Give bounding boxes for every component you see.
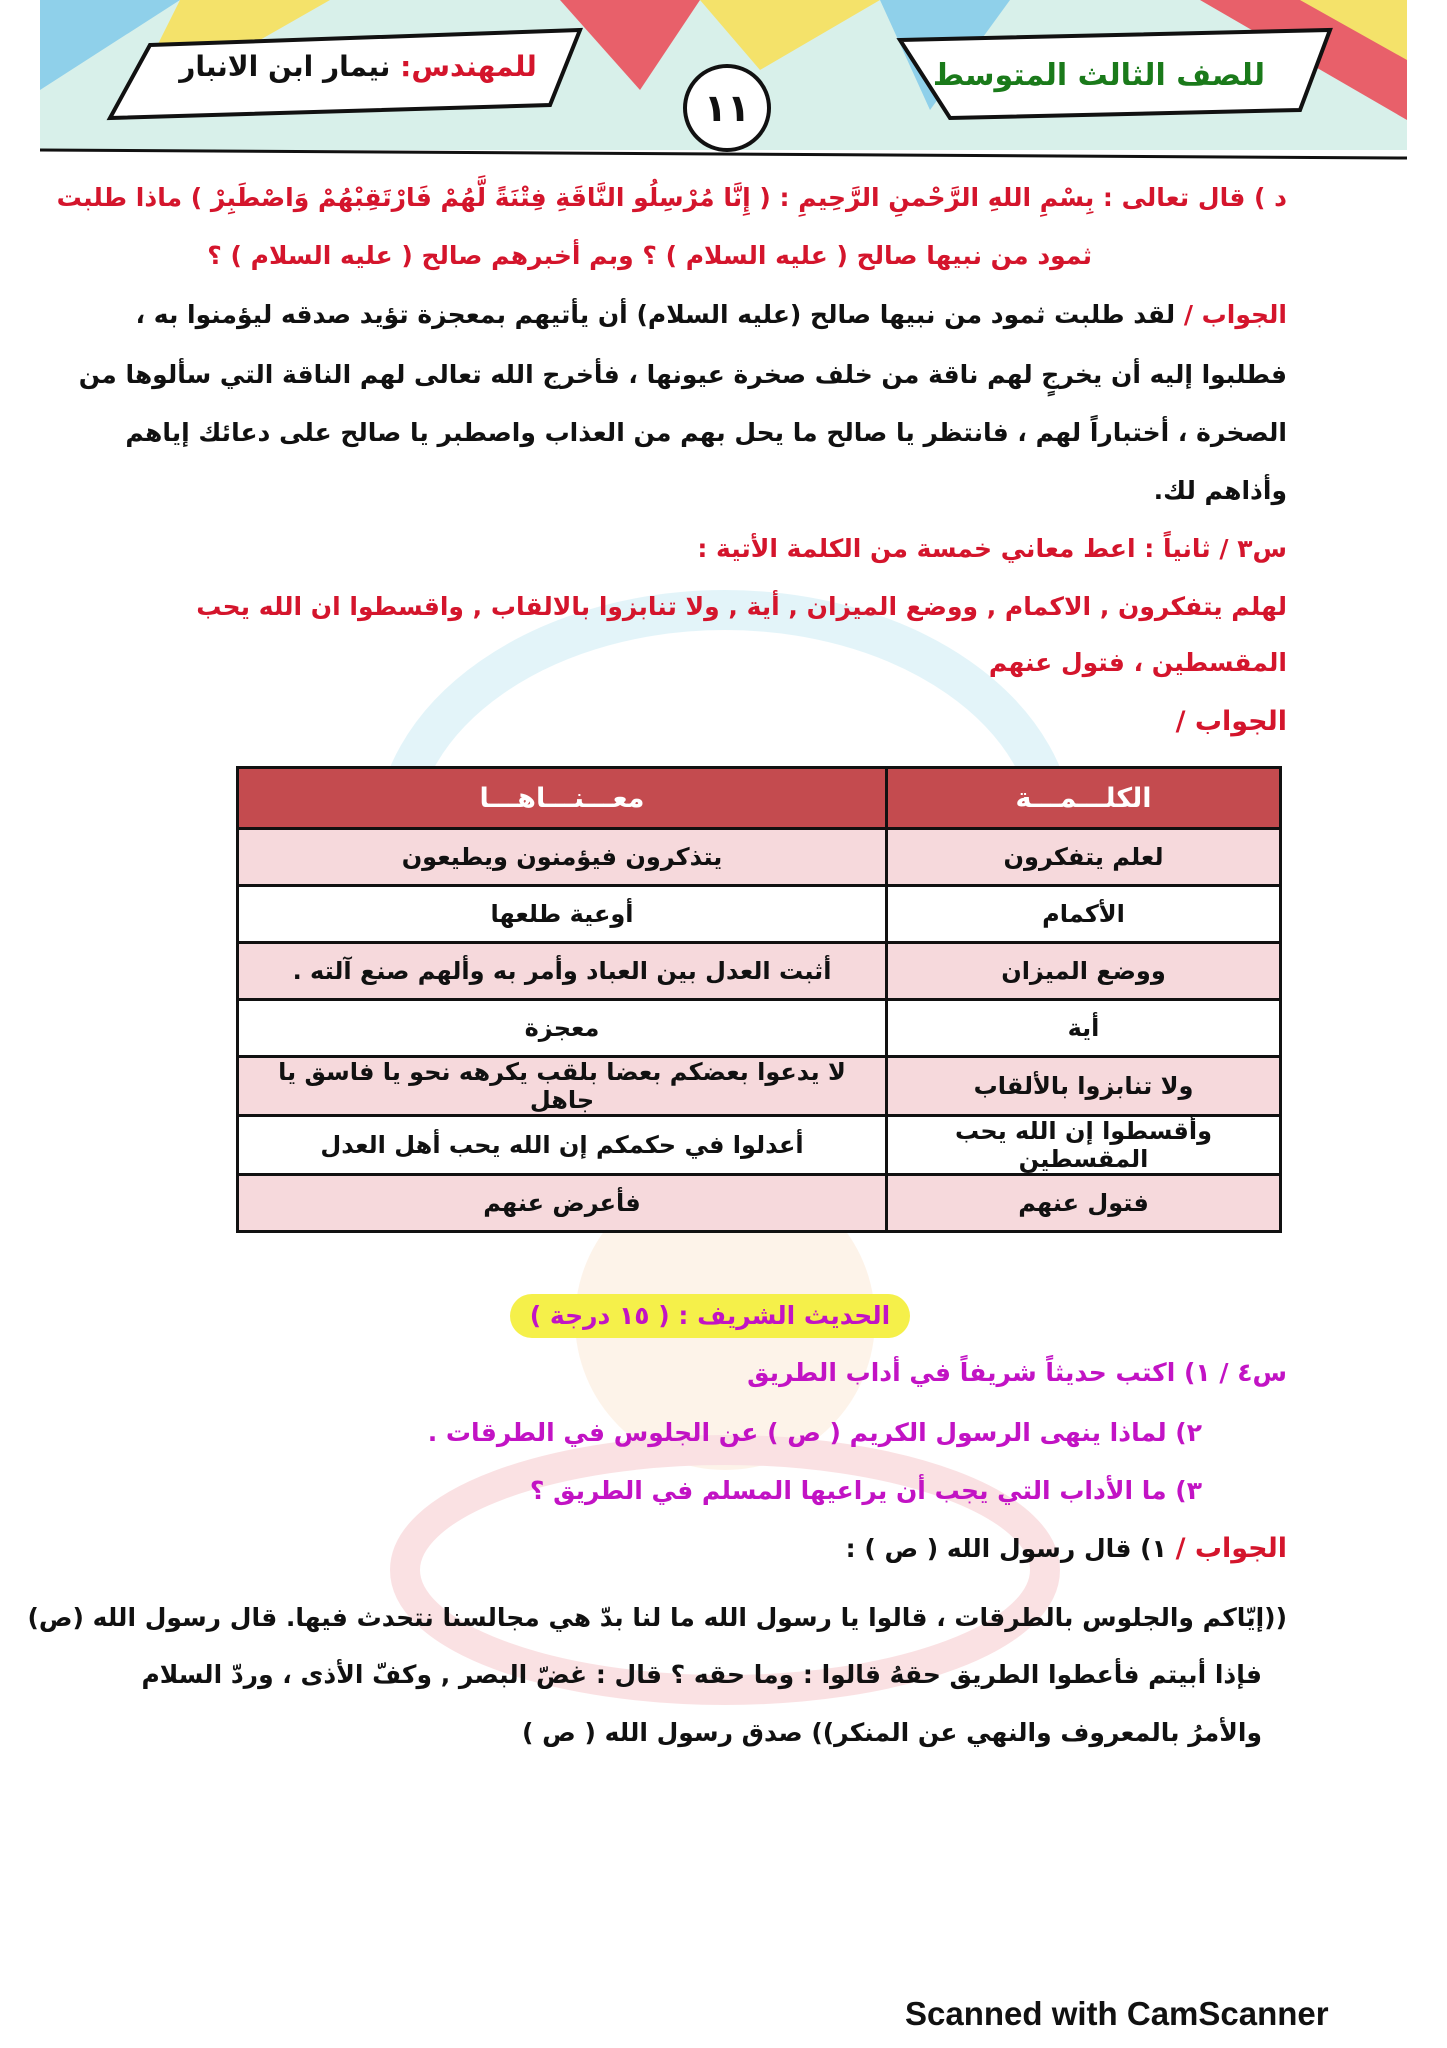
answer-d-line1 (136, 302, 1287, 327)
word-cell: وأقسطوا إن الله يحب المقسطين (887, 1116, 1281, 1175)
author-label: للمهندس: (400, 50, 537, 83)
table-row (238, 886, 1281, 943)
vocabulary-table (236, 766, 1282, 1233)
hadith-answer-intro (846, 1535, 1287, 1562)
table-row (238, 1057, 1281, 1116)
meaning-cell: أعدلوا في حكمكم إن الله يحب أهل العدل (238, 1116, 887, 1175)
answer-d-label: الجواب / (1183, 300, 1287, 329)
table-row (238, 943, 1281, 1000)
hadith-question-3: ٣) ما الأداب التي يجب أن يراعيها المسلم في الطريق ؟ (529, 1476, 1202, 1505)
hadith-text-line1: ((إيّاكم والجلوس بالطرقات ، قالوا يا رسول الله ما لنا بدّ هي مجالسنا نتحدث فيها. قال رسول الله (ص) (27, 1603, 1287, 1632)
meaning-cell: أثبت العدل بين العباد وأمر به وألهم صنع آلته . (238, 943, 887, 1000)
question-3-line2: لهلم يتفكرون , الاكمام , ووضع الميزان , أية , ولا تنابزوا بالالقاب , واقسطوا ان الله يحب (196, 592, 1287, 621)
word-cell: الأكمام (887, 886, 1281, 943)
author-name: نيمار ابن الانبار (179, 50, 391, 83)
answer-d-line2: فطلبوا إليه أن يخرجٍ لهم ناقة من خلف صخرة عيونها ، فأخرج الله تعالى لهم الناقة التي سألوها من (78, 360, 1287, 389)
question-3-answer-label: الجواب / (1175, 706, 1287, 737)
hadith-text-line3: والأمرُ بالمعروف والنهي عن المنكر)) صدق رسول الله ( ص ) (522, 1718, 1262, 1747)
table-row (238, 1116, 1281, 1175)
page-number: ١١ (683, 64, 771, 152)
scanner-watermark-text: Scanned with CamScanner (905, 1995, 1329, 2032)
answer-d-line3: الصخرة ، أختباراً لهم ، فانتظر يا صالح ما يحل بهم من العذاب واصطبر يا صالح على دعائك إياهم (125, 418, 1287, 447)
header-meaning: معـــنـــاهـــا (238, 768, 887, 829)
word-cell: فتول عنهم (887, 1175, 1281, 1232)
table-header-row (238, 768, 1281, 829)
question-d-line2: ثمود من نبيها صالح ( عليه السلام ) ؟ وبم أخبرهم صالح ( عليه السلام ) ؟ (207, 241, 1092, 270)
table-row (238, 1000, 1281, 1057)
word-cell: ووضع الميزان (887, 943, 1281, 1000)
meaning-cell: معجزة (238, 1000, 887, 1057)
question-3-line3: المقسطين ، فتول عنهم (988, 648, 1287, 677)
answer-d-line4: وأذاهم لك. (1153, 476, 1287, 505)
author-banner (168, 50, 548, 83)
hadith-question-1: س٤ / ١) اكتب حديثاً شريفاً في أداب الطريق (747, 1358, 1287, 1387)
word-cell: ولا تنابزوا بالألقاب (887, 1057, 1281, 1116)
answer-d-text1: لقد طلبت ثمود من نبيها صالح (عليه السلام) أن يأتيهم بمعجزة تؤيد صدقه ليؤمنوا به ، (135, 300, 1176, 329)
table-row (238, 1175, 1281, 1232)
grade-label: للصف (1176, 58, 1265, 93)
meaning-cell: فأعرض عنهم (238, 1175, 887, 1232)
page-header (0, 0, 1447, 170)
hadith-answer-label: الجواب / (1175, 1533, 1287, 1564)
hadith-title: الحديث الشريف : ( ١٥ درجة ) (510, 1294, 910, 1338)
meaning-cell: يتذكرون فيؤمنون ويطيعون (238, 829, 887, 886)
header-word: الكلـــمـــة (887, 768, 1281, 829)
meaning-cell: أوعية طلعها (238, 886, 887, 943)
question-3-line1: س٣ / ثانياً : اعط معاني خمسة من الكلمة الأتية : (697, 534, 1287, 563)
grade-banner (932, 58, 1265, 93)
grade-text: الثالث المتوسط (932, 58, 1166, 93)
hadith-answer-intro-text: ١) قال رسول الله ( ص ) : (845, 1534, 1167, 1563)
table-row (238, 829, 1281, 886)
question-d-line1: د ) قال تعالى : بِسْمِ اللهِ الرَّحْمنِ الرَّحِيمِ : ( إِنَّا مُرْسِلُو النَّاقَةِ فِتْنَةً لَّهُمْ فَارْتَقِبْهُمْ وَاصْطَبِرْ ) ماذا طلبت (56, 183, 1287, 212)
word-cell: أية (887, 1000, 1281, 1057)
hadith-question-2: ٢) لماذا ينهى الرسول الكريم ( ص ) عن الجلوس في الطرقات . (427, 1418, 1202, 1447)
word-cell: لعلم يتفكرون (887, 829, 1281, 886)
meaning-cell: لا يدعوا بعضكم بعضا بلقب يكرهه نحو يا فاسق يا جاهل (238, 1057, 887, 1116)
hadith-text-line2: فإذا أبيتم فأعطوا الطريق حقهُ قالوا : وما حقه ؟ قال : غضّ البصر , وكفّ الأذى ، وردّ السلام (141, 1660, 1262, 1689)
